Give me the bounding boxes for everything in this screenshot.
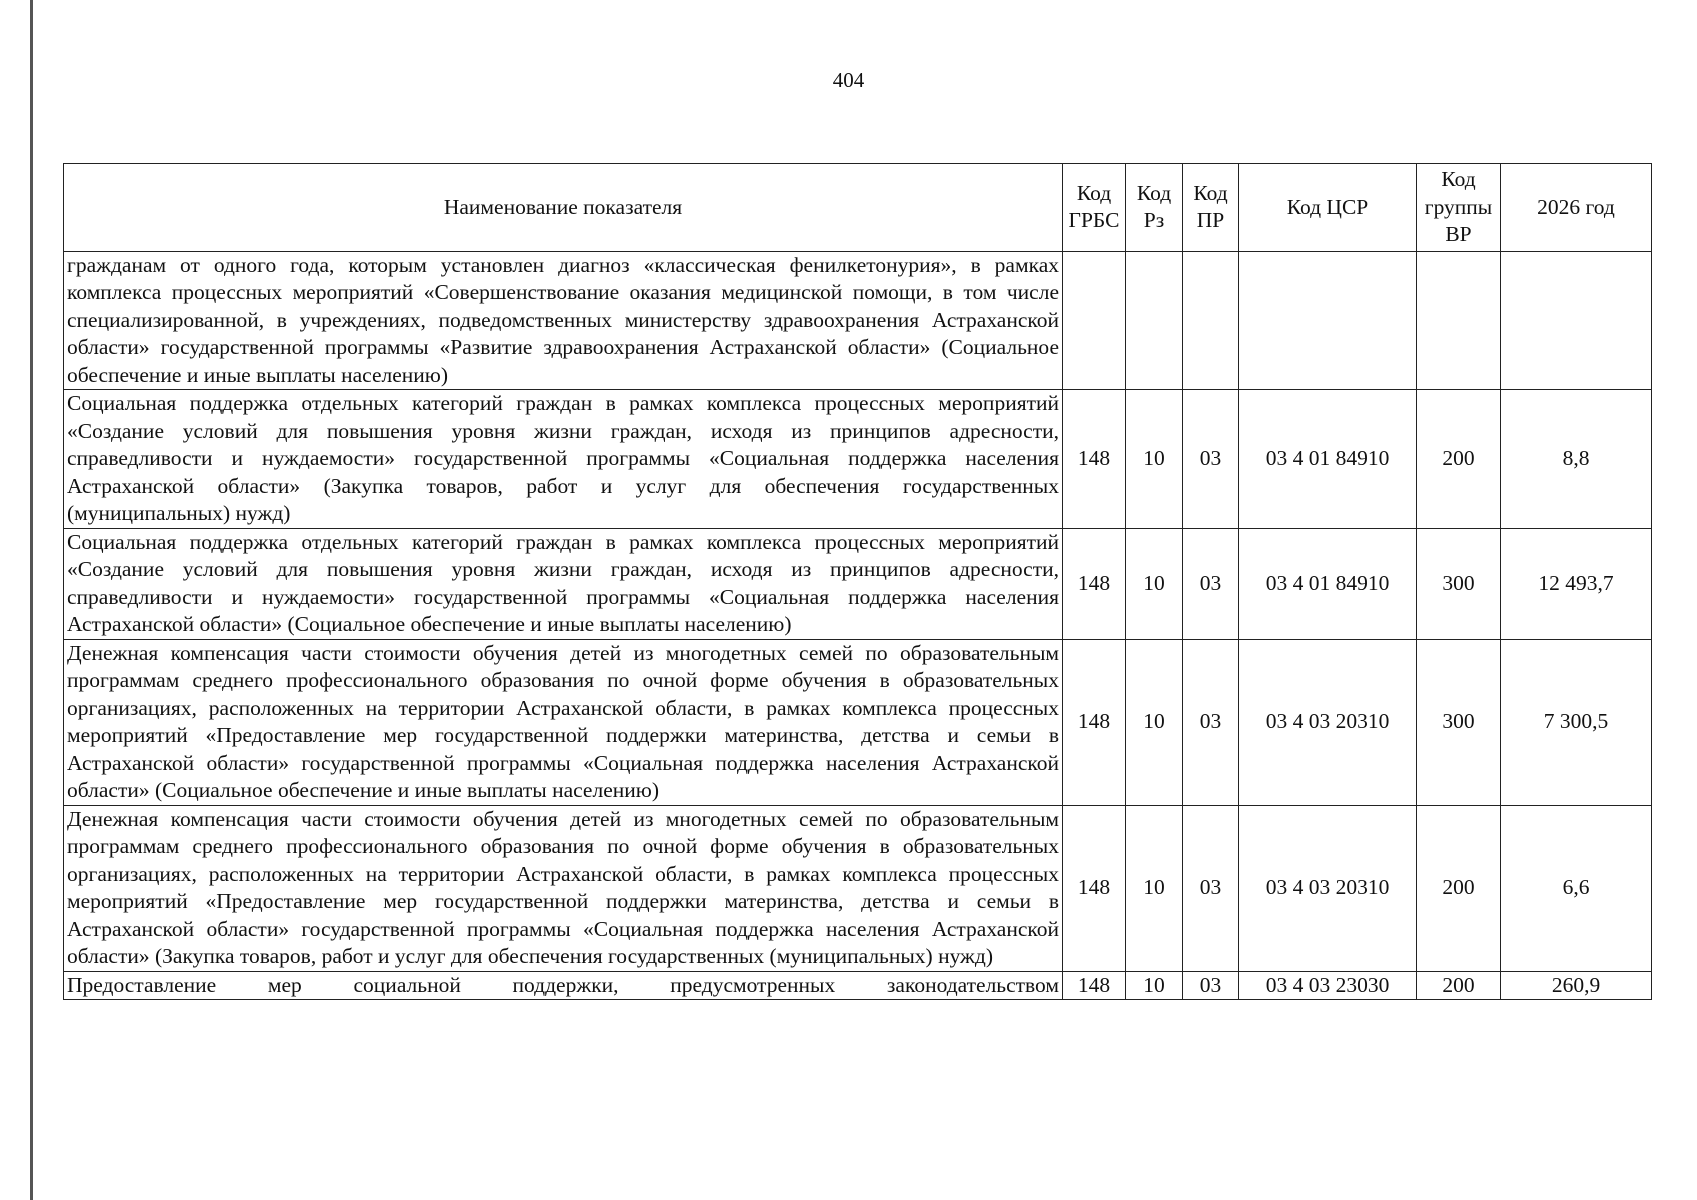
- row-csr-cell: [1239, 251, 1417, 390]
- row-vr-cell: [1417, 251, 1501, 390]
- row-grbs-cell: 148: [1063, 528, 1126, 639]
- row-name-cell: Социальная поддержка отдельных категорий граждан в рамках комплекса процессных мероприятий «Создание условий для повышения уровня жизни граждан, исходя из принципов адресности, справедливости и нуждаемости» государственной программы «Социальная поддержка населения Астраханской области» (Социальное обеспечение и иные выплаты населению): [64, 528, 1063, 639]
- header-grbs: Код ГРБС: [1063, 164, 1126, 252]
- row-year-cell: 6,6: [1501, 805, 1652, 971]
- table-row: [64, 805, 1652, 971]
- header-year: 2026 год: [1501, 164, 1652, 252]
- row-csr-cell: 03 4 01 84910: [1239, 390, 1417, 529]
- row-rz-cell: 10: [1126, 390, 1183, 529]
- row-rz-cell: 10: [1126, 971, 1183, 1000]
- row-year-cell: 12 493,7: [1501, 528, 1652, 639]
- row-name-cell: Предоставление мер социальной поддержки, предусмотренных законодательством: [64, 971, 1063, 1000]
- row-grbs-cell: 148: [1063, 639, 1126, 805]
- row-pr-cell: 03: [1183, 805, 1239, 971]
- row-year-cell: [1501, 251, 1652, 390]
- row-name-cell: Денежная компенсация части стоимости обучения детей из многодетных семей по образовательным программам среднего профессионального образования по очной форме обучения в образовательных организациях, расположенных на территории Астраханской области, в рамках комплекса процессных мероприятий «Предоставление мер государственной поддержки материнства, детства и семьи в Астраханской области» государственной программы «Социальная поддержка населения Астраханской области» (Социальное обеспечение и иные выплаты населению): [64, 639, 1063, 805]
- row-rz-cell: 10: [1126, 805, 1183, 971]
- table-row: [64, 390, 1652, 529]
- row-vr-cell: 300: [1417, 528, 1501, 639]
- row-csr-cell: 03 4 01 84910: [1239, 528, 1417, 639]
- row-pr-cell: 03: [1183, 639, 1239, 805]
- header-pr: Код ПР: [1183, 164, 1239, 252]
- header-csr: Код ЦСР: [1239, 164, 1417, 252]
- row-grbs-cell: 148: [1063, 971, 1126, 1000]
- table-row: [64, 971, 1652, 1000]
- table-row: [64, 639, 1652, 805]
- row-pr-cell: [1183, 251, 1239, 390]
- row-grbs-cell: 148: [1063, 390, 1126, 529]
- row-vr-cell: 200: [1417, 805, 1501, 971]
- row-pr-cell: 03: [1183, 390, 1239, 529]
- row-grbs-cell: [1063, 251, 1126, 390]
- row-vr-cell: 200: [1417, 390, 1501, 529]
- row-name-cell: Социальная поддержка отдельных категорий граждан в рамках комплекса процессных мероприятий «Создание условий для повышения уровня жизни граждан, исходя из принципов адресности, справедливости и нуждаемости» государственной программы «Социальная поддержка населения Астраханской области» (Закупка товаров, работ и услуг для обеспечения государственных (муниципальных) нужд): [64, 390, 1063, 529]
- row-grbs-cell: 148: [1063, 805, 1126, 971]
- row-rz-cell: 10: [1126, 528, 1183, 639]
- row-csr-cell: 03 4 03 20310: [1239, 639, 1417, 805]
- table-row: [64, 528, 1652, 639]
- row-csr-cell: 03 4 03 23030: [1239, 971, 1417, 1000]
- scan-edge-line: [30, 0, 33, 1200]
- table-row: [64, 251, 1652, 390]
- budget-table: [63, 163, 1652, 1000]
- header-name: Наименование показателя: [64, 164, 1063, 252]
- page-number: 404: [832, 68, 865, 92]
- header-rz: Код Рз: [1126, 164, 1183, 252]
- row-name-cell: гражданам от одного года, которым установлен диагноз «классическая фенилкетонурия», в рамках комплекса процессных мероприятий «Совершенствование оказания медицинской помощи, в том числе специализированной, в учреждениях, подведомственных министерству здравоохранения Астраханской области» государственной программы «Развитие здравоохранения Астраханской области» (Социальное обеспечение и иные выплаты населению): [64, 251, 1063, 390]
- row-vr-cell: 300: [1417, 639, 1501, 805]
- row-csr-cell: 03 4 03 20310: [1239, 805, 1417, 971]
- header-vr: Код группы ВР: [1417, 164, 1501, 252]
- row-pr-cell: 03: [1183, 971, 1239, 1000]
- row-name-cell: Денежная компенсация части стоимости обучения детей из многодетных семей по образовательным программам среднего профессионального образования по очной форме обучения в образовательных организациях, расположенных на территории Астраханской области, в рамках комплекса процессных мероприятий «Предоставление мер государственной поддержки материнства, детства и семьи в Астраханской области» государственной программы «Социальная поддержка населения Астраханской области» (Закупка товаров, работ и услуг для обеспечения государственных (муниципальных) нужд): [64, 805, 1063, 971]
- row-year-cell: 260,9: [1501, 971, 1652, 1000]
- row-year-cell: 7 300,5: [1501, 639, 1652, 805]
- row-rz-cell: 10: [1126, 639, 1183, 805]
- row-vr-cell: 200: [1417, 971, 1501, 1000]
- table-header-row: [64, 164, 1652, 252]
- row-year-cell: 8,8: [1501, 390, 1652, 529]
- row-rz-cell: [1126, 251, 1183, 390]
- row-pr-cell: 03: [1183, 528, 1239, 639]
